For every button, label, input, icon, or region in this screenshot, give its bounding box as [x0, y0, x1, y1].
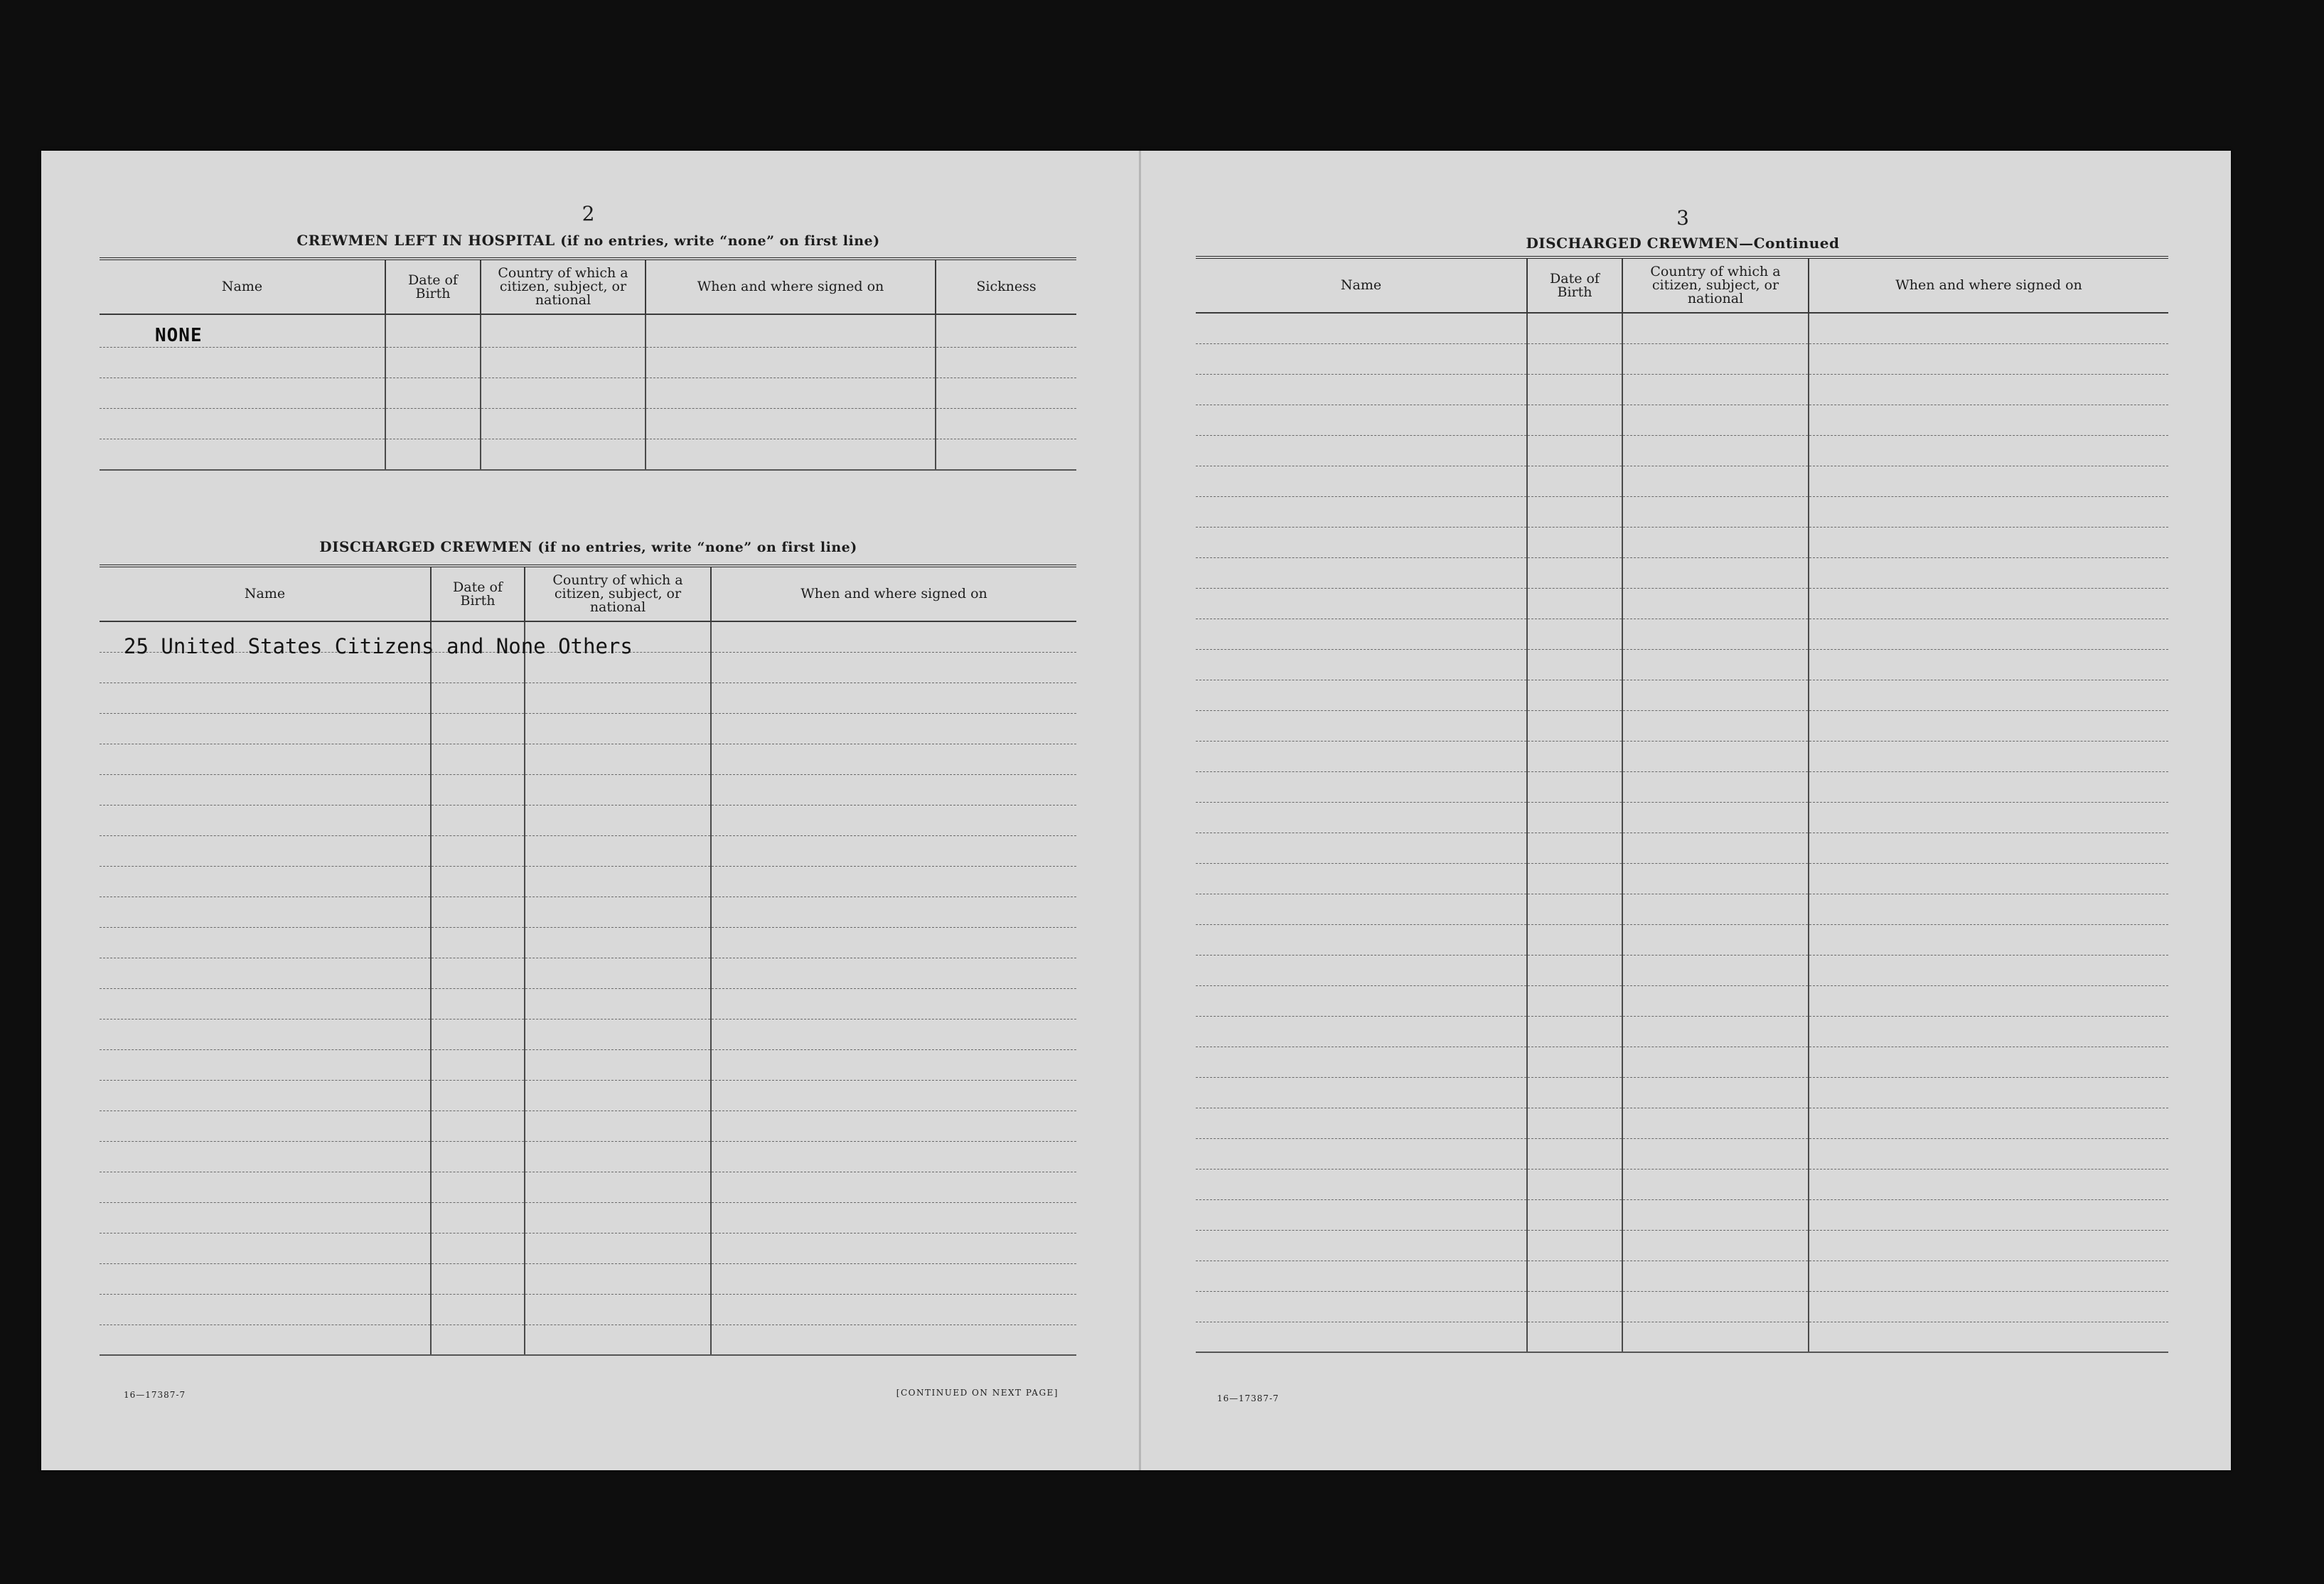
page-number-right: 3	[1676, 206, 1689, 230]
table-row[interactable]	[100, 1172, 431, 1202]
table-row[interactable]	[1196, 985, 1527, 1016]
table-row[interactable]	[100, 314, 385, 347]
col-signed-on: When and where signed on	[1809, 257, 2168, 313]
table-row[interactable]	[100, 408, 385, 439]
table-row[interactable]	[1196, 863, 1527, 894]
table-row[interactable]	[100, 897, 431, 927]
col-name: Name	[100, 259, 385, 314]
table-row[interactable]	[1196, 1291, 1527, 1322]
col-date-of-birth: Date of Birth	[431, 566, 525, 621]
hospital-table	[100, 257, 1076, 471]
table-row[interactable]	[100, 683, 431, 713]
hospital-instruction: (if no entries, write “none” on first line)	[560, 233, 880, 249]
form-code-left: 16—17387-7	[124, 1390, 186, 1400]
right-title-suffix: —Continued	[1739, 235, 1840, 252]
table-row[interactable]	[100, 1202, 431, 1233]
col-country: Country of which a citizen, subject, or national	[481, 259, 646, 314]
table-row[interactable]	[100, 1294, 431, 1325]
col-signed-on: When and where signed on	[646, 259, 936, 314]
table-row[interactable]	[100, 774, 431, 805]
table-row[interactable]	[1196, 1261, 1527, 1291]
table-row[interactable]	[1196, 466, 1527, 496]
table-row[interactable]	[1196, 619, 1527, 649]
col-date-of-birth: Date of Birth	[1527, 257, 1622, 313]
table-row[interactable]	[1196, 802, 1527, 833]
table-row[interactable]	[1196, 588, 1527, 619]
form-code-right: 16—17387-7	[1217, 1393, 1280, 1403]
table-row[interactable]	[1196, 680, 1527, 710]
table-row[interactable]	[100, 744, 431, 774]
col-country: Country of which a citizen, subject, or national	[1622, 257, 1809, 313]
discharged-entry: 25 United States Citizens and None Others	[124, 634, 633, 658]
table-row[interactable]	[1196, 527, 1527, 557]
hospital-section-title	[100, 232, 1077, 249]
table-row[interactable]	[100, 1263, 431, 1294]
table-row[interactable]	[1196, 557, 1527, 588]
table-row[interactable]	[100, 1325, 431, 1355]
table-row[interactable]	[1196, 496, 1527, 527]
col-date-of-birth: Date of Birth	[385, 259, 481, 314]
table-row[interactable]	[100, 1111, 431, 1141]
table-row[interactable]	[100, 439, 385, 470]
table-row[interactable]	[1196, 435, 1527, 466]
page-number-left: 2	[582, 202, 595, 225]
discharged-instruction: (if no entries, write “none” on first line)	[537, 540, 857, 555]
discharged-title: DISCHARGED CREWMEN	[319, 538, 532, 555]
col-name: Name	[100, 566, 431, 621]
table-row[interactable]	[1196, 1016, 1527, 1047]
table-row[interactable]	[1196, 1169, 1527, 1199]
table-row[interactable]	[100, 958, 431, 988]
discharged-table	[100, 564, 1076, 1356]
table-row[interactable]	[100, 1141, 431, 1172]
right-discharged-table	[1196, 256, 2168, 1353]
table-row[interactable]	[100, 835, 431, 866]
table-row[interactable]	[1196, 1199, 1527, 1230]
table-row[interactable]	[100, 1049, 431, 1080]
table-row[interactable]	[100, 713, 431, 744]
right-title: DISCHARGED CREWMEN	[1526, 235, 1740, 252]
right-section-title	[1196, 235, 2170, 252]
table-row[interactable]	[100, 805, 431, 835]
col-country: Country of which a citizen, subject, or national	[525, 566, 711, 621]
table-row[interactable]	[1196, 1047, 1527, 1077]
table-row[interactable]	[100, 1233, 431, 1263]
table-row[interactable]	[1196, 649, 1527, 680]
discharged-section-title	[100, 538, 1077, 555]
table-row[interactable]	[1196, 1138, 1527, 1169]
table-row[interactable]	[100, 347, 385, 378]
page-fold	[1139, 151, 1141, 1470]
hospital-title: CREWMEN LEFT IN HOSPITAL	[296, 232, 555, 249]
col-sickness: Sickness	[936, 259, 1076, 314]
table-row[interactable]	[100, 1080, 431, 1111]
continued-note: [CONTINUED ON NEXT PAGE]	[896, 1388, 1059, 1398]
table-row[interactable]	[1196, 313, 1527, 343]
table-row[interactable]	[1196, 710, 1527, 741]
table-row[interactable]	[100, 1019, 431, 1049]
table-row[interactable]	[1196, 741, 1527, 771]
table-row[interactable]	[100, 988, 431, 1019]
table-row[interactable]	[1196, 955, 1527, 985]
hospital-entry: NONE	[155, 325, 203, 346]
table-row[interactable]	[1196, 924, 1527, 955]
table-row[interactable]	[1196, 1077, 1527, 1108]
table-row[interactable]	[1196, 343, 1527, 374]
table-row[interactable]	[1196, 1230, 1527, 1261]
table-row[interactable]	[1196, 894, 1527, 924]
col-signed-on: When and where signed on	[711, 566, 1076, 621]
table-row[interactable]	[100, 866, 431, 897]
col-name: Name	[1196, 257, 1527, 313]
table-row[interactable]	[1196, 405, 1527, 435]
table-row[interactable]	[1196, 374, 1527, 405]
table-row[interactable]	[100, 927, 431, 958]
table-row[interactable]	[1196, 1108, 1527, 1138]
table-row[interactable]	[100, 378, 385, 408]
table-row[interactable]	[1196, 771, 1527, 802]
table-row[interactable]	[1196, 1322, 1527, 1352]
table-row[interactable]	[1196, 833, 1527, 863]
